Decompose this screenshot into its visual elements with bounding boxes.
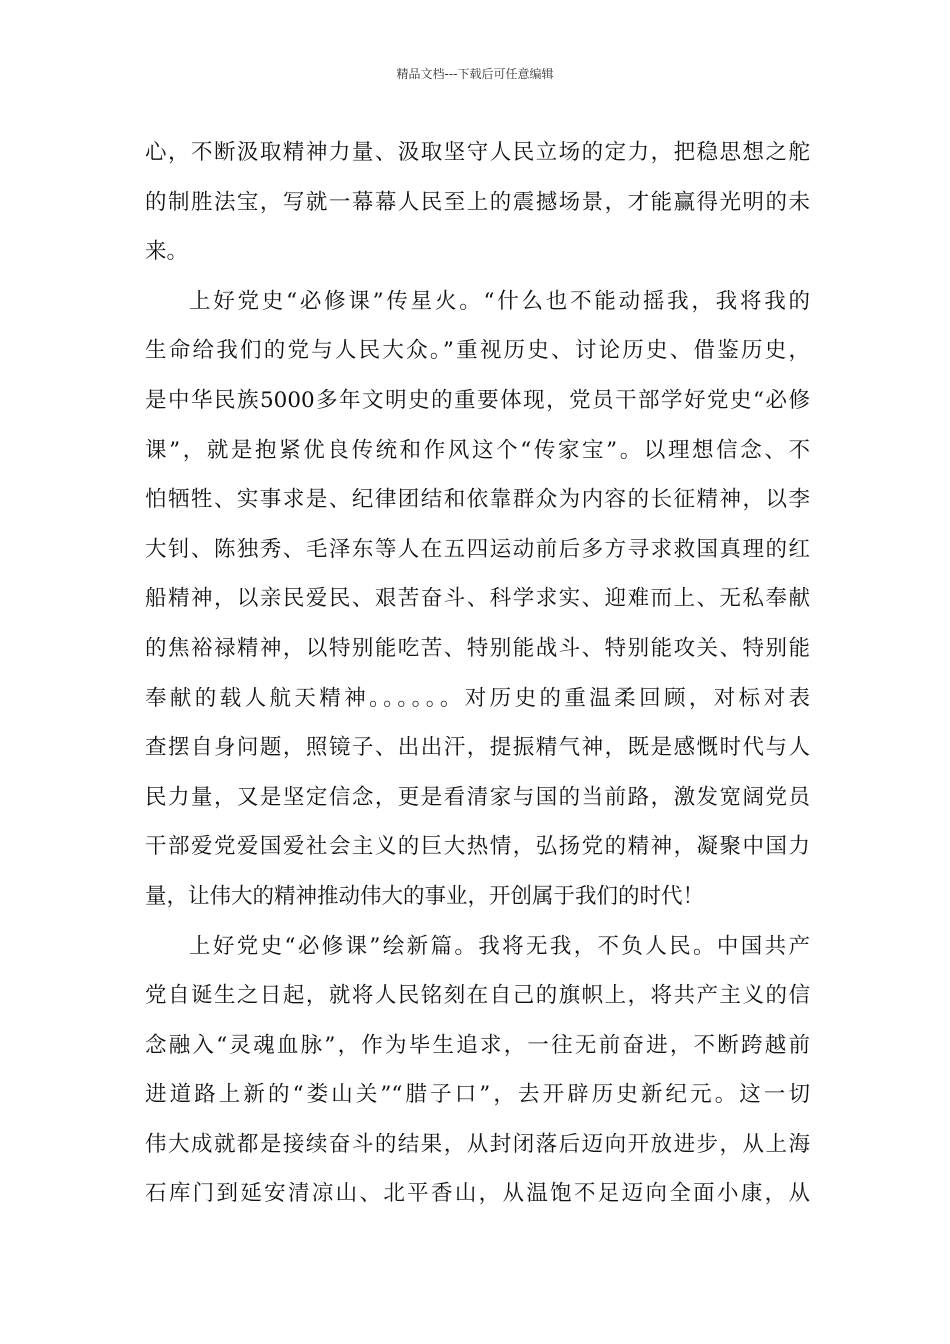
paragraph-line: 的焦裕禄精神，以特别能吃苦、特别能战斗、特别能攻关、特别能 bbox=[145, 635, 810, 661]
paragraph-line: 上好党史“必修课”绘新篇。我将无我，不负人民。中国共产 bbox=[189, 933, 810, 959]
paragraph-line: 念融入“灵魂血脉”，作为毕生追求，一往无前奋进，不断跨越前 bbox=[145, 1032, 810, 1058]
page-header: 精品文档---下载后可任意编辑 bbox=[396, 67, 554, 81]
paragraph-line: 来。 bbox=[145, 239, 189, 265]
document-body bbox=[145, 128, 810, 1219]
paragraph-line: 党自诞生之日起，就将人民铭刻在自己的旗帜上，将共产主义的信 bbox=[145, 983, 810, 1009]
paragraph-line: 大钊、陈独秀、毛泽东等人在五四运动前后多方寻求救国真理的红 bbox=[145, 536, 810, 562]
paragraph-line: 查摆自身问题，照镜子、出出汗，提振精气神，既是感慨时代与人 bbox=[145, 735, 810, 761]
paragraph-line: 民力量，又是坚定信念，更是看清家与国的当前路，激发宽阔党员 bbox=[145, 784, 810, 810]
paragraph-line: 量，让伟大的精神推动伟大的事业，开创属于我们的时代！ bbox=[145, 883, 705, 909]
paragraph-line: 心，不断汲取精神力量、汲取坚守人民立场的定力，把稳思想之舵 bbox=[145, 140, 810, 165]
paragraph-line: 进道路上新的“娄山关”“腊子口”，去开辟历史新纪元。这一切 bbox=[145, 1082, 810, 1108]
paragraph-line: 上好党史“必修课”传星火。“什么也不能动摇我，我将我的 bbox=[189, 288, 810, 314]
paragraph-line: 伟大成就都是接续奋斗的结果，从封闭落后迈向开放进步，从上海 bbox=[145, 1131, 810, 1157]
paragraph-line: 干部爱党爱国爱社会主义的巨大热情，弘扬党的精神，凝聚中国力 bbox=[145, 834, 810, 860]
paragraph-line: 生命给我们的党与人民大众。”重视历史、讨论历史、借鉴历史， bbox=[145, 338, 810, 364]
paragraph-line: 是中华民族5000多年文明史的重要体现，党员干部学好党史“必修 bbox=[145, 387, 810, 413]
paragraph-line: 船精神，以亲民爱民、艰苦奋斗、科学求实、迎难而上、无私奉献 bbox=[145, 586, 810, 612]
paragraph-line: 奉献的载人航天精神。。。。。。对历史的重温柔回顾，对标对表 bbox=[145, 685, 810, 711]
paragraph-line: 课”，就是抱紧优良传统和作风这个“传家宝”。以理想信念、不 bbox=[145, 437, 810, 463]
paragraph-line: 怕牺牲、实事求是、纪律团结和依靠群众为内容的长征精神，以李 bbox=[145, 487, 810, 513]
paragraph-line: 的制胜法宝，写就一幕幕人民至上的震撼场景，才能赢得光明的未 bbox=[145, 189, 810, 215]
paragraph-line: 石库门到延安清凉山、北平香山，从温饱不足迈向全面小康，从 bbox=[145, 1181, 810, 1207]
